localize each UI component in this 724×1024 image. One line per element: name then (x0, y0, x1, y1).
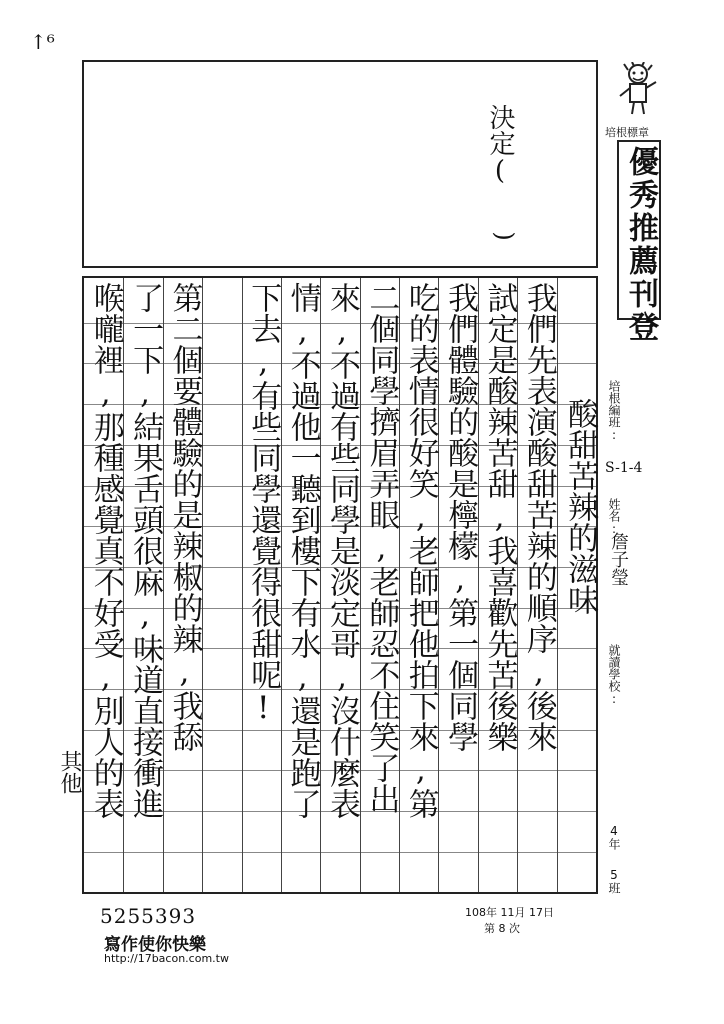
student-name: 詹子瑩 (608, 532, 629, 586)
essay-column-text: 第二個要體驗的是辣椒的辣,我舔 (166, 282, 203, 752)
school-label: 就讀學校: (607, 644, 621, 706)
essay-grid (82, 276, 598, 894)
essay-column-text: 了一下,結果舌頭很麻,味道直接衝進 (127, 282, 164, 819)
class-value: S-1-4 (605, 460, 643, 476)
grid-column (202, 278, 241, 892)
essay-column-text: 試定是酸辣苦甜,我喜歡先苦後樂 (481, 282, 518, 752)
teacher-note: 決定( (485, 104, 515, 186)
grade-value: 4年 (607, 824, 621, 850)
website-url[interactable]: http://17bacon.com.tw (104, 952, 229, 965)
slogan: 寫作使你快樂 (104, 935, 206, 955)
margin-note: 其他 (57, 750, 82, 794)
stamp-label: 培根標章 (605, 126, 649, 139)
essay-date: 108年 11月 17日 (465, 906, 554, 919)
teacher-comment-box (82, 60, 598, 268)
essay-column-text: 二個同學擠眉弄眼,老師忍不住笑了出 (363, 282, 400, 814)
essay-column-text: 情,不過他一聽到樓下有水,還是跑了 (284, 282, 321, 819)
teacher-note-end: ) (490, 231, 519, 241)
stamp-text: 優秀推薦刊登 (623, 146, 658, 344)
essay-title: 酸甜苦辣的滋味 (562, 398, 598, 615)
class-label: 培根編班: (607, 380, 621, 442)
class-number: 5班 (607, 868, 621, 894)
submission-count: 第 8 次 (484, 922, 520, 935)
corner-mark: ↑⁶ (30, 30, 55, 54)
essay-code: 5255393 (100, 904, 197, 928)
essay-column-text: 來,不過有些同學是淡定哥,沒什麼表 (324, 282, 360, 819)
essay-column-text: 下去,有些同學還覺得很甜呢! (245, 282, 282, 726)
essay-column-text: 喉嚨裡,那種感覺真不好受,別人的表 (87, 282, 124, 819)
mascot-logo (614, 62, 660, 118)
name-label: 姓名: (607, 498, 621, 536)
essay-column-text: 吃的表情很好笑,老師把他拍下來,第 (402, 282, 439, 819)
essay-column-text: 我們體驗的酸是檸檬,第一個同學 (442, 282, 479, 752)
essay-column-text: 我們先表演酸甜苦辣的順序,後來 (520, 282, 557, 752)
